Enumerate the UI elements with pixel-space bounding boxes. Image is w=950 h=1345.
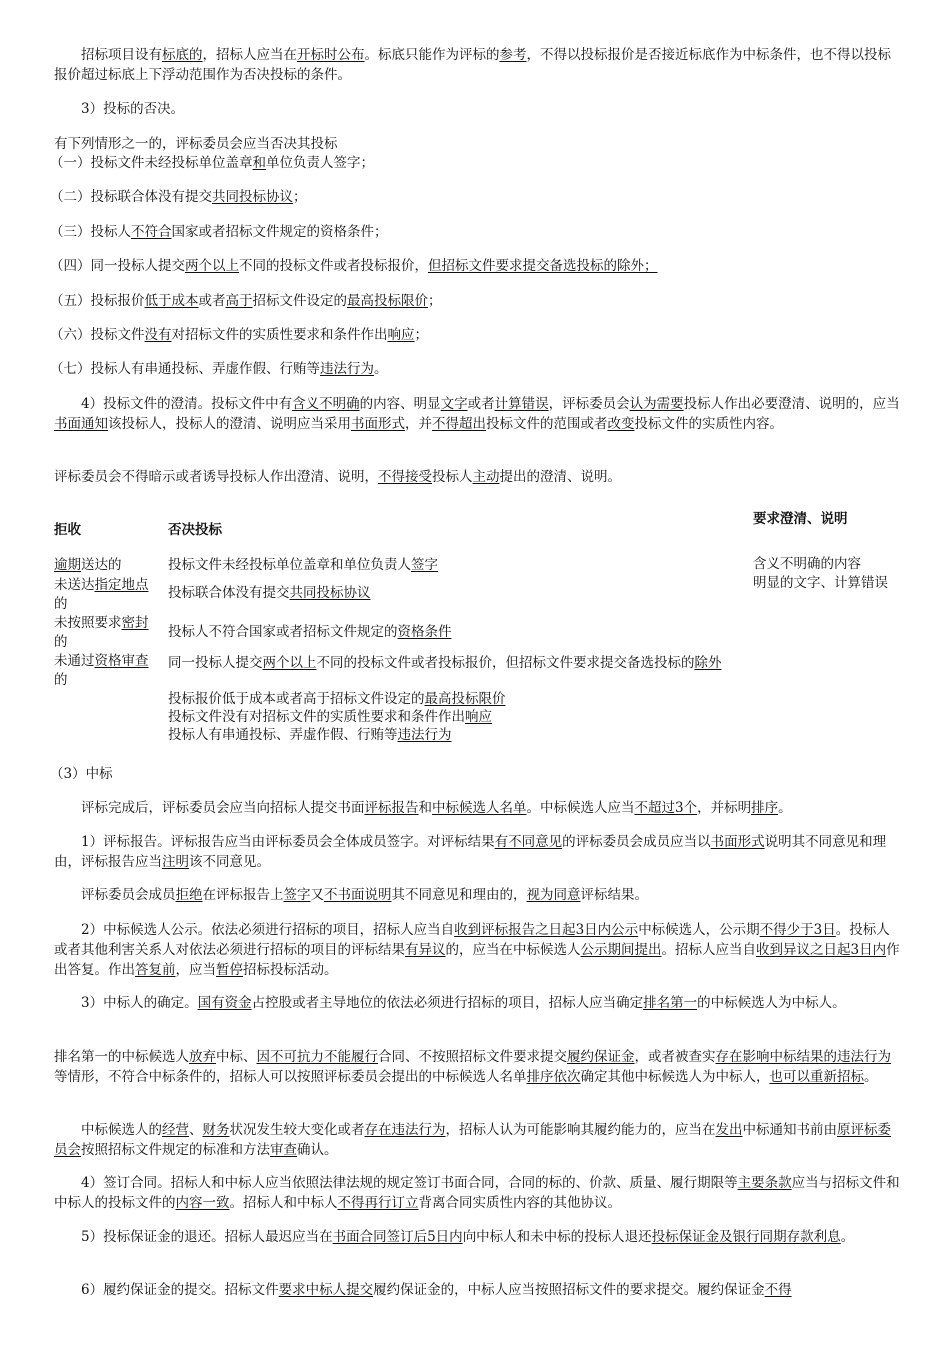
text-run: 投标人有串通投标、弄虚作假、行贿等 — [168, 727, 398, 743]
text-run: ，招标人认为可能影响其履约能力的，应当在 — [445, 1122, 716, 1138]
text-run: 投标文件的实质性内容。 — [634, 416, 783, 432]
veto-item — [168, 726, 748, 744]
underlined-text: 因不可抗力不能履行 — [256, 1049, 378, 1065]
underlined-text: 要求中标人提交 — [278, 1282, 374, 1298]
reject-list — [54, 556, 150, 690]
heading-winning-bid — [50, 764, 896, 784]
underlined-text: 经营 — [162, 1122, 189, 1138]
underlined-text: 资格条件 — [397, 624, 452, 640]
underlined-text: 书面合同签订后5日内 — [332, 1229, 463, 1245]
text-run: （七）投标人有串通投标、弄虚作假、行贿等 — [50, 361, 320, 377]
underlined-text: 指定地点 — [94, 577, 149, 593]
underlined-text: 不超过3个 — [634, 800, 698, 816]
underlined-text: 和 — [252, 155, 266, 171]
text-run: 应当与招标文件和中标人的投标文件的 — [54, 1175, 900, 1211]
rejection-item-5 — [50, 291, 896, 311]
text-run: 不同的投标文件或者投标报价， — [239, 258, 428, 274]
underlined-text: 原评标委员会 — [54, 1122, 891, 1158]
underlined-text: 排序依次 — [526, 1069, 581, 1085]
underlined-text: 改变 — [607, 416, 635, 432]
text-run: （六）投标文件 — [50, 327, 145, 343]
text-run: 同一投标人提交 — [168, 655, 263, 671]
text-run: ，并 — [405, 416, 432, 432]
text-run: 。标底只能作为评标的 — [364, 47, 500, 63]
text-run: 和 — [418, 800, 432, 816]
text-run: 。中标候选人应当 — [526, 800, 635, 816]
text-run: 5）投标保证金的退还。招标人最迟应当在 — [81, 1229, 333, 1245]
underlined-text: 国有资金 — [197, 995, 252, 1011]
underlined-text: 标底的 — [162, 47, 203, 63]
text-run: 投标文件未经投标单位盖章和单位负责人 — [168, 557, 411, 573]
underlined-text: 发出 — [715, 1122, 743, 1138]
text-run: 占控股或者主导地位的依法必须进行招标的项目，招标人应当确定 — [251, 995, 644, 1011]
underlined-text: 密封 — [121, 615, 149, 631]
text-run: 按照招标文件规定的标准和方法 — [81, 1142, 270, 1158]
text-run: 4）签订合同。招标人和中标人应当依照法律法规的规定签订书面合同，合同的标的、价款、质量、履行期限等 — [81, 1175, 738, 1191]
underlined-text: 最高投标限价 — [424, 691, 506, 707]
text-run: 。招标人和中标人 — [229, 1195, 338, 1211]
text-run: 中标候选人，公示期 — [638, 922, 760, 938]
text-run: 确定其他中标候选人为中标人， — [580, 1069, 770, 1085]
veto-item — [168, 556, 748, 584]
text-run: 说明其不同意见和理由，评标报告应当 — [54, 834, 887, 870]
text-run: 投标联合体没有提交 — [168, 585, 290, 601]
text-run: 未按照要求 — [54, 615, 122, 631]
table-column-clarify — [753, 502, 901, 536]
underlined-text: 主要条款 — [737, 1175, 792, 1191]
text-run: 的 — [54, 596, 68, 612]
text-run: 合同、不按照招标文件要求提交 — [378, 1049, 567, 1065]
text-run: 的中标候选人为中标人。 — [697, 995, 846, 1011]
text-run: 未送达 — [54, 577, 95, 593]
text-run: 。招标人应当自 — [661, 942, 756, 958]
underlined-text: 审查 — [270, 1142, 297, 1158]
text-run: 评标委员会不得暗示或者诱导投标人作出澄清、说明， — [54, 469, 378, 485]
text-run: ，招标人应当在 — [202, 47, 297, 63]
text-run: 的内容、明显 — [359, 396, 441, 412]
text-run: 招标文件设定的 — [252, 293, 347, 309]
underlined-text: 中标候选人名单 — [432, 800, 527, 816]
reject-item — [54, 614, 150, 652]
text-run: 该投标人，投标人的澄清、说明应当采用 — [108, 416, 351, 432]
text-run: 其不同意见和理由的， — [391, 887, 527, 903]
text-run: 评标结果。 — [580, 887, 648, 903]
text-run: 向中标人和未中标的投标人退还 — [462, 1229, 652, 1245]
text-run: ； — [293, 189, 307, 205]
rejection-item-1 — [50, 153, 896, 173]
clarify-item — [753, 555, 901, 574]
text-run: 投标人 — [432, 469, 473, 485]
table-column-reject — [54, 520, 154, 540]
text-run: 送达的 — [81, 557, 122, 573]
text-run: 又 — [310, 887, 324, 903]
underlined-text: 最高投标限价 — [347, 293, 428, 309]
paragraph-evaluation-report — [54, 832, 900, 872]
text-run: 招标项目设有 — [81, 47, 162, 63]
underlined-text: 两个以上 — [262, 655, 317, 671]
rejection-intro — [54, 134, 900, 154]
text-run: 含义不明确的内容 — [753, 556, 861, 572]
paragraph-deposit-refund — [54, 1227, 900, 1247]
text-run: 对招标文件的实质性要求和条件作出 — [171, 327, 388, 343]
text-run: （三）投标人 — [50, 224, 131, 240]
veto-list — [168, 556, 748, 744]
underlined-text: 履约保证金 — [567, 1049, 635, 1065]
veto-item — [168, 652, 748, 690]
text-run: 评标委员会成员 — [81, 887, 176, 903]
text-run: 等情形，不符合中标条件的，招标人可以按照评标委员会提出的中标候选人名单 — [54, 1069, 527, 1085]
underlined-text: 不得 — [764, 1282, 792, 1298]
underlined-text: 评标报告 — [364, 800, 419, 816]
text-run: 投标人不符合国家或者招标文件规定的 — [168, 624, 398, 640]
underlined-text: 主动 — [472, 469, 500, 485]
text-run: ； — [414, 327, 428, 343]
text-run: ； — [428, 293, 442, 309]
paragraph-base-price — [54, 45, 900, 85]
text-run: （五）投标报价 — [50, 293, 145, 309]
underlined-text: 签字 — [283, 887, 311, 903]
text-run: 中标通知书前由 — [742, 1122, 837, 1138]
text-run: （四）同一投标人提交 — [50, 258, 185, 274]
paragraph-refuse-sign — [54, 885, 900, 905]
underlined-text: 低于成本 — [144, 293, 199, 309]
text-run: 不同的投标文件或者投标报价，但招标文件要求提交备选投标的 — [316, 655, 695, 671]
rejection-item-7 — [50, 359, 896, 379]
table-column-veto — [168, 520, 368, 540]
text-run: 单位负责人签字； — [266, 155, 374, 171]
underlined-text: 违法行为 — [397, 727, 452, 743]
underlined-text: 书面形式 — [710, 834, 765, 850]
underlined-text: 有异议 — [405, 942, 446, 958]
text-run: 。投标人或者其他利害关系人对依法必须进行招标的项目的评标结果 — [54, 922, 890, 958]
underlined-text: 公示期间提出 — [580, 942, 662, 958]
underlined-text: 书面通知 — [54, 416, 108, 432]
paragraph-performance-bond — [54, 1280, 900, 1300]
underlined-text: 计算错误 — [494, 396, 549, 412]
underlined-text: 存在影响中标结果的违法行为 — [715, 1049, 891, 1065]
underlined-text: 视为同意 — [526, 887, 581, 903]
text-run: 履约保证金的，中标人应当按照招标文件的要求提交。履约保证金 — [373, 1282, 765, 1298]
underlined-text: 放弃 — [189, 1049, 216, 1065]
text-run: 背离合同实质性内容的其他协议。 — [418, 1195, 621, 1211]
text-run: 中标候选人的 — [81, 1122, 162, 1138]
text-run: 6）履约保证金的提交。招标文件 — [81, 1282, 279, 1298]
underlined-text: 签字 — [411, 557, 438, 573]
underlined-text: 文字 — [440, 396, 468, 412]
text-run: 投标文件没有对招标文件的实质性要求和条件作出 — [168, 709, 465, 725]
text-run: 。 — [840, 1229, 855, 1245]
underlined-text: 有不同意见 — [494, 834, 563, 850]
text-run: 作出答复。作出 — [54, 942, 900, 978]
text-run: 投标文件的范围或者 — [486, 416, 608, 432]
underlined-text: 参考 — [499, 47, 527, 63]
underlined-text: 违法行为 — [320, 361, 374, 377]
text-run: 明显的文字、计算错误 — [753, 575, 888, 591]
underlined-text: 拒绝 — [175, 887, 203, 903]
text-run: 国家或者招标文件规定的资格条件； — [171, 224, 388, 240]
underlined-text: 暂停 — [216, 962, 243, 978]
underlined-text: 注明 — [162, 854, 189, 870]
text-run: 或者 — [198, 293, 226, 309]
text-run: 1）评标报告。评标报告应当由评标委员会全体成员签字。对评标结果 — [81, 834, 495, 850]
heading-bid-rejection — [54, 99, 900, 119]
paragraph-evaluation-complete — [54, 798, 900, 818]
text-run: 投标报价低于成本或者高于招标文件设定的 — [168, 691, 425, 707]
paragraph-candidate-review — [54, 1120, 900, 1160]
underlined-text: 投标保证金及银行同期存款利息 — [651, 1229, 841, 1245]
underlined-text: 逾期 — [54, 557, 81, 573]
text-run: ，评标委员会 — [548, 396, 630, 412]
veto-item — [168, 584, 748, 623]
text-run: 3）投标的否决。 — [81, 101, 185, 117]
clarify-list — [753, 555, 901, 593]
paragraph-winner-determination — [54, 993, 900, 1013]
underlined-text: 答复前 — [135, 962, 176, 978]
text-run: 的 — [54, 634, 68, 650]
rejection-item-4 — [50, 256, 896, 276]
rejection-item-2 — [50, 187, 896, 207]
paragraph-candidate-publicity — [54, 920, 900, 980]
underlined-text: 但招标文件要求提交备选投标的除外； — [428, 258, 658, 274]
table-header-reject: 拒收 — [54, 522, 81, 538]
underlined-text: 收到评标报告之日起3日内公示 — [454, 922, 639, 938]
text-run: （3）中标 — [50, 766, 113, 782]
underlined-text: 不得再行订立 — [337, 1195, 419, 1211]
underlined-text: 高于 — [225, 293, 253, 309]
underlined-text: 认为需要 — [629, 396, 684, 412]
underlined-text: 收到异议之日起3日内 — [756, 942, 887, 958]
text-run: 、 — [189, 1122, 203, 1138]
underlined-text: 内容一致 — [175, 1195, 230, 1211]
underlined-text: 共同投标协议 — [212, 189, 293, 205]
text-run: 在评标报告上 — [202, 887, 284, 903]
table-header-clarify: 要求澄清、说明 — [753, 511, 848, 527]
underlined-text: 财务 — [202, 1122, 230, 1138]
underlined-text: 不符合 — [131, 224, 172, 240]
rejection-item-3 — [50, 222, 896, 242]
text-run: 。 — [864, 1069, 878, 1085]
underlined-text: 不得接受 — [378, 469, 432, 485]
underlined-text: 没有 — [144, 327, 172, 343]
underlined-text: 响应 — [387, 327, 415, 343]
underlined-text: 不得超出 — [432, 416, 486, 432]
text-run: 2）中标候选人公示。依法必须进行招标的项目，招标人应当自 — [81, 922, 455, 938]
text-run: 投标人作出必要澄清、说明的，应当 — [683, 396, 900, 412]
text-run: 3）中标人的确定。 — [81, 995, 198, 1011]
underlined-text: 含义不明确 — [292, 396, 360, 412]
veto-item — [168, 690, 748, 708]
text-run: 评标完成后，评标委员会应当向招标人提交书面 — [81, 800, 365, 816]
underlined-text: 资格审查 — [94, 653, 149, 669]
underlined-text: 不得少于3日 — [759, 922, 836, 938]
paragraph-sign-contract — [54, 1173, 900, 1213]
text-run: 的，应当在中标候选人 — [445, 942, 581, 958]
text-run: 该不同意见。 — [189, 854, 270, 870]
text-run: ，应当 — [175, 962, 216, 978]
underlined-text: 不书面说明 — [324, 887, 392, 903]
text-run: 。 — [374, 361, 388, 377]
text-run: 4）投标文件的澄清。投标文件中有 — [81, 396, 293, 412]
text-run: 排名第一的中标候选人 — [54, 1049, 189, 1065]
reject-item — [54, 652, 150, 690]
underlined-text: 存在违法行为 — [364, 1122, 446, 1138]
underlined-text: 排序 — [751, 800, 779, 816]
clarify-item — [753, 574, 901, 593]
paragraph-no-induce — [54, 467, 900, 487]
text-run: ，或者被查实 — [634, 1049, 716, 1065]
text-run: 未通过 — [54, 653, 95, 669]
underlined-text: 书面形式 — [351, 416, 405, 432]
veto-item — [168, 708, 748, 726]
text-run: ，不得以投标报价是否接近标底作为中标条件，也不得以投标报价超过标底上下浮动范围作为否决投标的条件。 — [54, 47, 891, 83]
rejection-item-6 — [50, 325, 896, 345]
paragraph-first-candidate-abandon — [54, 1047, 900, 1087]
text-run: （二）投标联合体没有提交 — [50, 189, 212, 205]
underlined-text: 也可以重新招标 — [769, 1069, 864, 1085]
text-run: ，并标明 — [697, 800, 752, 816]
reject-item — [54, 576, 150, 614]
underlined-text: 两个以上 — [185, 258, 239, 274]
paragraph-clarification — [54, 394, 900, 434]
underlined-text: 开标时公布 — [297, 47, 365, 63]
veto-item — [168, 623, 748, 652]
text-run: 招标投标活动。 — [243, 962, 338, 978]
underlined-text: 除外 — [694, 655, 722, 671]
text-run: 确认。 — [297, 1142, 338, 1158]
text-run: 的评标委员会成员应当以 — [562, 834, 711, 850]
text-run: 。 — [778, 800, 792, 816]
text-run: 有下列情形之一的，评标委员会应当否决其投标 — [54, 136, 338, 152]
underlined-text: 排名第一 — [643, 995, 698, 1011]
text-run: 状况发生较大变化或者 — [229, 1122, 365, 1138]
text-run: 中标、 — [216, 1049, 257, 1065]
text-run: 或者 — [467, 396, 495, 412]
underlined-text: 响应 — [465, 709, 492, 725]
text-run: 的 — [54, 672, 68, 688]
reject-item — [54, 556, 150, 576]
table-header-veto: 否决投标 — [168, 522, 222, 538]
text-run: 提出的澄清、说明。 — [499, 469, 621, 485]
underlined-text: 共同投标协议 — [289, 585, 371, 601]
text-run: （一）投标文件未经投标单位盖章 — [50, 155, 253, 171]
